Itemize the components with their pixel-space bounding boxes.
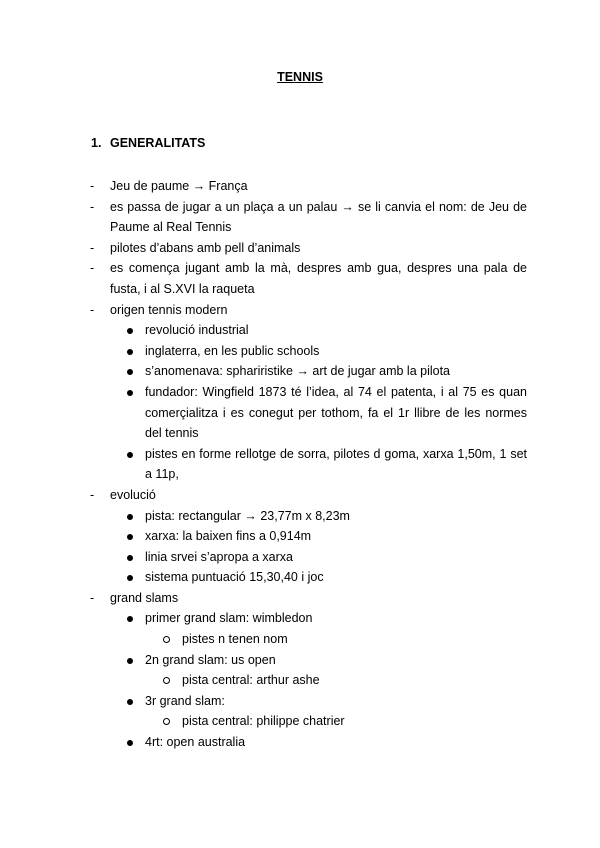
list-item-text: evolució <box>110 487 156 502</box>
list-item-text: revolució industrial <box>145 323 249 338</box>
section-heading <box>91 136 205 150</box>
list-item <box>0 320 600 341</box>
list-item-text: es comença jugant amb la mà, despres amb gua, despres una pala de fusta, i al S.XVI la raqueta <box>110 261 527 296</box>
list-item <box>0 258 600 299</box>
document-title: TENNIS <box>277 70 323 84</box>
list-item <box>0 361 600 382</box>
list-item <box>0 732 600 753</box>
filled-bullet-icon <box>127 514 133 520</box>
list-item-text: 2n grand slam: us open <box>145 652 276 667</box>
list-item-text: grand slams <box>110 590 179 605</box>
list-item <box>0 608 600 629</box>
list-item <box>0 176 600 197</box>
outline-list <box>0 176 600 753</box>
filled-bullet-icon <box>127 534 133 540</box>
list-item <box>0 629 600 650</box>
list-item-text: pista central: arthur ashe <box>182 673 320 688</box>
list-item <box>0 382 600 444</box>
filled-bullet-icon <box>127 555 133 561</box>
list-item-text: s’anomenava: sphariristike → art de jugar amb la pilota <box>145 364 451 379</box>
list-item-text: 4rt: open australia <box>145 735 246 750</box>
dash-bullet: - <box>90 179 95 193</box>
list-item-text: es passa de jugar a un plaça a un palau → se li canvia el nom: de Jeu de Paume al Real Tennis <box>110 199 527 235</box>
list-item-text: pista: rectangular → 23,77m x 8,23m <box>145 508 350 523</box>
filled-bullet-icon <box>127 575 133 581</box>
list-item <box>0 711 600 732</box>
list-item-text: fundador: Wingfield 1873 té l’idea, al 74 el patenta, i al 75 es quan comerçialitza i es conegut per tothom, fa el 1r llibre de les normes del tennis <box>145 384 527 441</box>
list-item <box>0 547 600 568</box>
list-item <box>0 300 600 321</box>
list-item <box>0 526 600 547</box>
hollow-bullet-icon <box>163 677 170 684</box>
filled-bullet-icon <box>127 616 133 622</box>
hollow-bullet-icon <box>163 718 170 725</box>
list-item <box>0 506 600 527</box>
filled-bullet-icon <box>127 390 133 396</box>
filled-bullet-icon <box>127 349 133 355</box>
list-item-text: 3r grand slam: <box>145 693 225 708</box>
list-item-text: Jeu de paume → França <box>110 179 248 193</box>
filled-bullet-icon <box>127 740 133 746</box>
list-item <box>0 567 600 588</box>
filled-bullet-icon <box>127 658 133 664</box>
list-item <box>0 691 600 712</box>
list-item-text: primer grand slam: wimbledon <box>145 611 313 626</box>
filled-bullet-icon <box>127 328 133 334</box>
list-item <box>0 238 600 259</box>
list-item-text: pilotes d’abans amb pell d’animals <box>110 240 301 255</box>
filled-bullet-icon <box>127 699 133 705</box>
list-item <box>0 588 600 609</box>
section-label: GENERALITATS <box>110 136 206 150</box>
list-item-text: linia srvei s’apropa a xarxa <box>145 549 293 564</box>
list-item-text: origen tennis modern <box>110 302 228 317</box>
list-item <box>0 444 600 485</box>
list-item-text: pistes en forme rellotge de sorra, pilotes d goma, xarxa 1,50m, 1 set a 11p, <box>145 446 527 482</box>
list-item <box>0 197 600 238</box>
dash-bullet: - <box>90 199 95 214</box>
dash-bullet: - <box>90 240 95 255</box>
dash-bullet: - <box>90 302 95 317</box>
section-number: 1. <box>91 136 102 150</box>
dash-bullet: - <box>90 487 95 502</box>
list-item-text: pista central: philippe chatrier <box>182 714 345 729</box>
dash-bullet: - <box>90 590 95 605</box>
list-item-text: inglaterra, en les public schools <box>145 343 320 358</box>
list-item-text: pistes n tenen nom <box>182 632 288 647</box>
hollow-bullet-icon <box>163 636 170 643</box>
list-item-text: xarxa: la baixen fins a 0,914m <box>145 529 312 544</box>
filled-bullet-icon <box>127 369 133 375</box>
list-item <box>0 341 600 362</box>
list-item-text: sistema puntuació 15,30,40 i joc <box>145 570 324 585</box>
dash-bullet: - <box>90 261 95 276</box>
list-item <box>0 485 600 506</box>
list-item <box>0 650 600 671</box>
list-item <box>0 670 600 691</box>
filled-bullet-icon <box>127 452 133 458</box>
